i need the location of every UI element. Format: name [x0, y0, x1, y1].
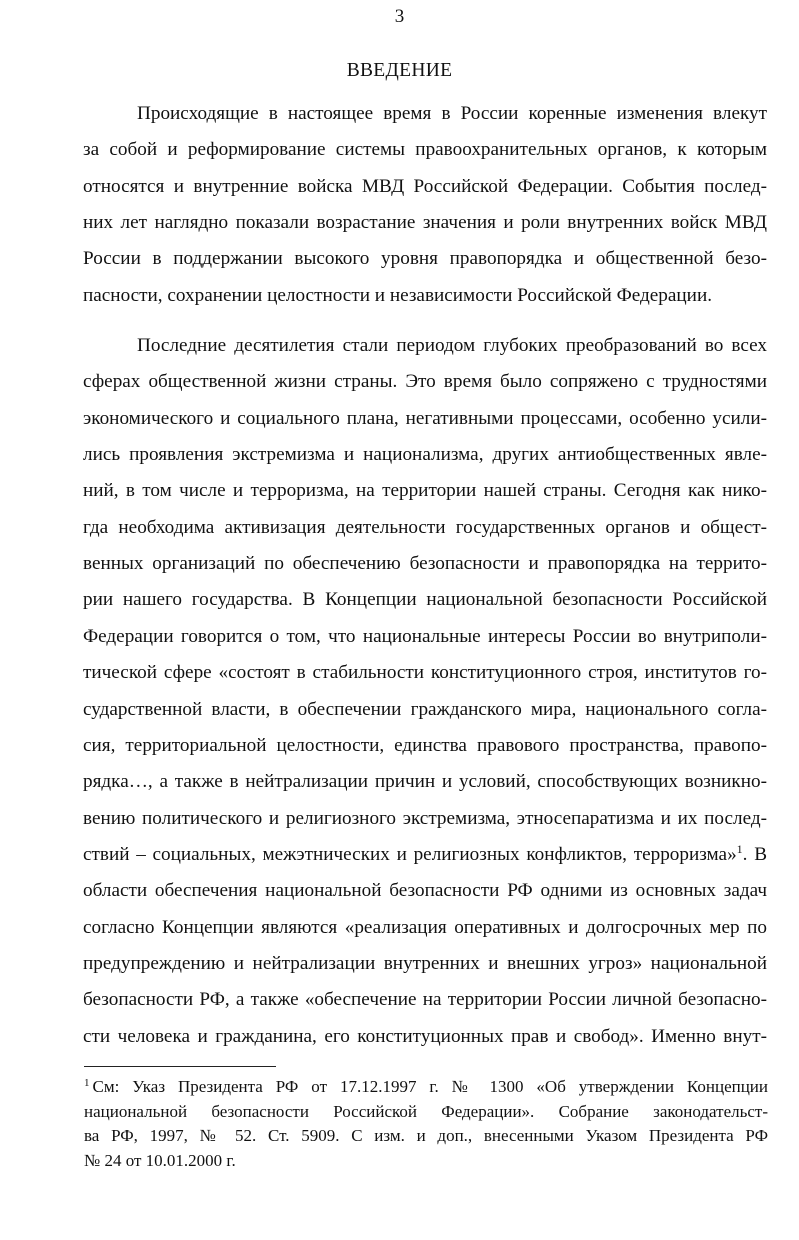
text-line: предупреждению и нейтрализации внутренних и внешних угроз» национальной: [83, 952, 767, 974]
footnote-line: ва РФ, 1997, № 52. Ст. 5909. С изм. и доп., внесенными Указом Президента РФ: [84, 1126, 768, 1145]
text-line: экономического и социального плана, негативными процессами, особенно усили-: [83, 407, 767, 429]
text-line: сферах общественной жизни страны. Это время было сопряжено с трудностями: [83, 371, 767, 393]
page-number: 3: [394, 6, 405, 27]
footnote-mark: 1: [84, 1077, 90, 1089]
text-line: лись проявления экстремизма и национализма, других антиобщественных явле-: [83, 444, 767, 466]
footnote-line: национальной безопасности Российской Федерации». Собрание законодательст-: [84, 1101, 768, 1121]
body-text: [83, 96, 767, 1055]
text-segment: См: Указ Президента РФ от 17.12.1997 г. № 1300 «Об утверждении Концепции: [92, 1077, 768, 1096]
footnote-reference[interactable]: 1: [736, 841, 743, 856]
text-line: рии нашего государства. В Концепции национальной безопасности Российской: [83, 589, 767, 611]
footnote-line: № 24 от 10.01.2000 г.: [84, 1150, 236, 1170]
paragraph-2: [83, 328, 767, 1055]
text-line: относятся и внутренние войска МВД Российской Федерации. События послед-: [83, 175, 767, 197]
text-segment: ствий – социальных, межэтнических и религиозных конфликтов, терроризма»: [83, 843, 737, 865]
text-line: ний, в том числе и терроризма, на территории нашей страны. Сегодня как нико-: [83, 480, 767, 502]
text-line: Федерации говорится о том, что национальные интересы России во внутриполи-: [83, 625, 767, 647]
text-line: вению политического и религиозного экстремизма, этносепаратизма и их послед-: [83, 807, 767, 829]
text-line: России в поддержании высокого уровня правопорядка и общественной безо-: [83, 248, 767, 270]
text-line: тической сфере «состоят в стабильности конституционного строя, институтов го-: [83, 662, 767, 684]
text-line: сти человека и гражданина, его конституционных прав и свобод». Именно внут-: [83, 1025, 767, 1047]
text-line: сия, территориальной целостности, единства правового пространства, правопо-: [83, 734, 767, 756]
text-line: области обеспечения национальной безопасности РФ одними из основных задач: [83, 880, 767, 902]
text-line: Последние десятилетия стали периодом глубоких преобразований во всех: [137, 335, 767, 357]
text-line-with-footnote-ref: [83, 837, 767, 873]
text-line: согласно Концепции являются «реализация оперативных и долгосрочных мер по: [83, 916, 767, 938]
footnote-line: [84, 1075, 768, 1100]
text-line: венных организаций по обеспечению безопасности и правопорядка на террито-: [83, 553, 767, 575]
section-title: ВВЕДЕНИЕ: [346, 60, 453, 81]
text-line: гда необходима активизация деятельности государственных органов и общест-: [83, 516, 767, 538]
text-line: сударственной власти, в обеспечении гражданского мира, национального согла-: [83, 698, 767, 720]
footnote: [84, 1075, 768, 1173]
footnote-separator: [84, 1066, 276, 1067]
text-line: за собой и реформирование системы правоохранительных органов, к которым: [83, 139, 767, 161]
text-segment: . В: [742, 843, 767, 865]
paragraph-1: [83, 96, 767, 314]
paragraph-spacing: [83, 314, 767, 328]
text-line: рядка…, а также в нейтрализации причин и условий, способствующих возникно-: [83, 771, 767, 793]
text-line: Происходящие в настоящее время в России коренные изменения влекут: [137, 103, 767, 124]
text-line: пасности, сохранении целостности и независимости Российской Федерации.: [83, 284, 713, 306]
text-line: безопасности РФ, а также «обеспечение на территории России личной безопасно-: [83, 989, 767, 1011]
text-line: них лет наглядно показали возрастание значения и роли внутренних войск МВД: [83, 212, 767, 234]
